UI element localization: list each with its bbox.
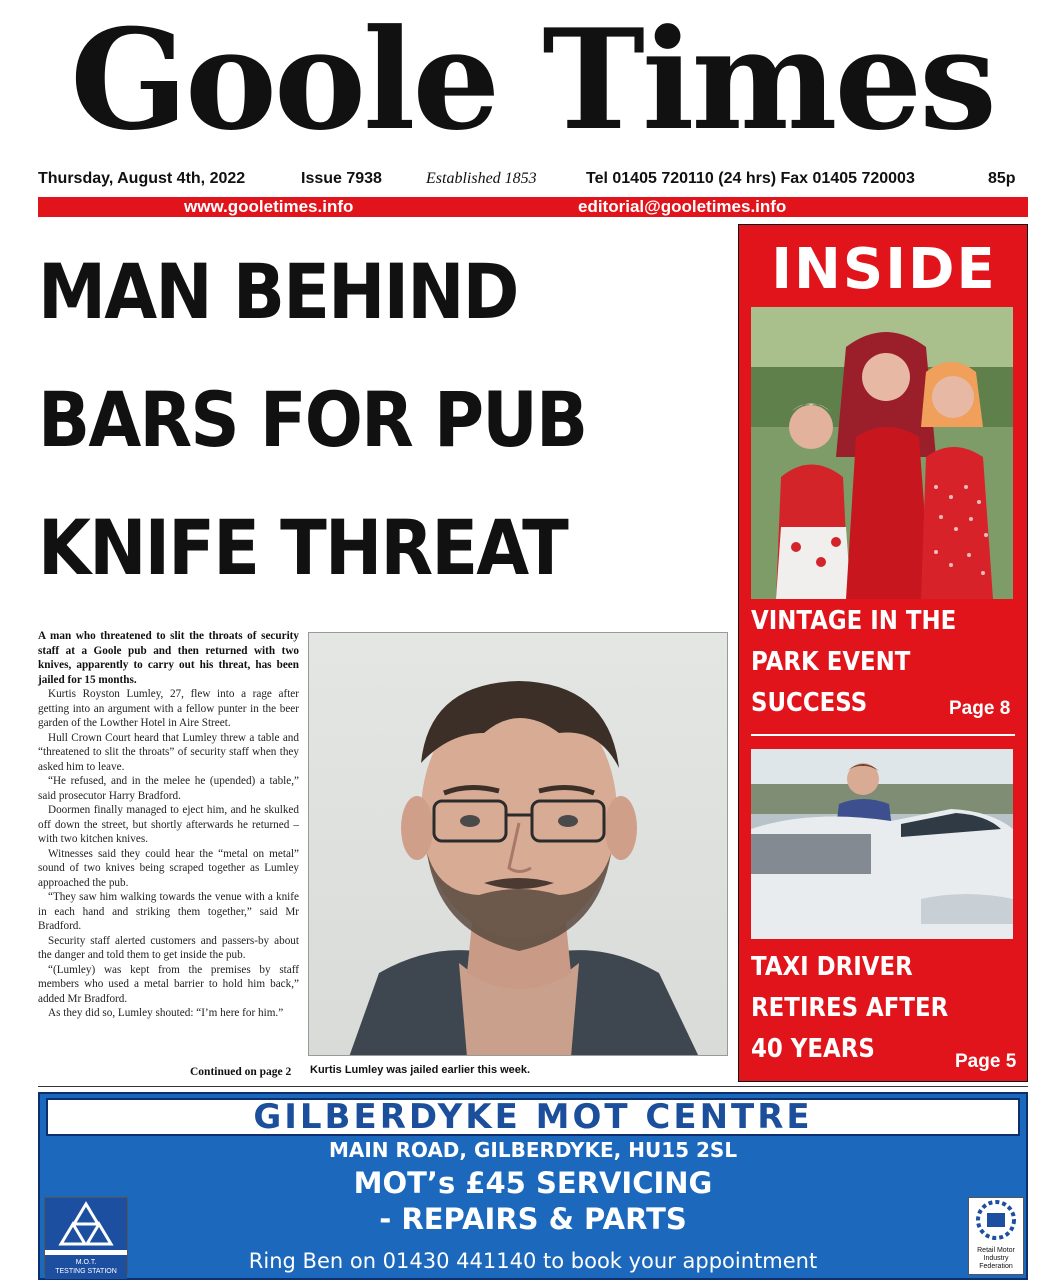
mugshot-illustration <box>309 633 728 1056</box>
inside-title: INSIDE <box>771 237 997 302</box>
continued-on-page[interactable]: Continued on page 2 <box>190 1066 292 1078</box>
story-paragraph: “(Lumley) was kept from the premises by staff members who used a metal barrier to hold him back,” added Mr Bradford. <box>38 963 299 1005</box>
advert-offer-line-2: - REPAIRS & PARTS <box>379 1202 687 1236</box>
headline-line: KNIFE THREAT <box>38 503 567 592</box>
inside-divider <box>751 734 1015 736</box>
vintage-page-ref[interactable]: Page 8 <box>949 698 1011 719</box>
rmi-federation-logo <box>968 1197 1024 1275</box>
teaser-line: 40 YEARS <box>751 1034 875 1064</box>
teaser-line: PARK EVENT <box>751 647 911 677</box>
taxi-driver-illustration <box>751 749 1013 939</box>
teaser-line: RETIRES AFTER <box>751 993 949 1023</box>
price: 85p <box>988 170 1016 187</box>
teaser-line: SUCCESS <box>751 688 868 718</box>
advert-business-name: GILBERDYKE MOT CENTRE <box>253 1097 813 1137</box>
contact-bar <box>38 197 1028 217</box>
advert-gilberdyke-mot[interactable] <box>38 1092 1028 1280</box>
inside-panel <box>738 224 1028 1082</box>
vintage-event-photo[interactable] <box>751 307 1013 599</box>
rmi-logo-line-3: Federation <box>979 1263 1013 1270</box>
masthead-title: Goole Times <box>70 0 994 161</box>
story-paragraph: Doormen finally managed to eject him, and he skulked off down the street, but shortly afterwards he returned – with two kitchen knives. <box>38 804 299 845</box>
advert-address: MAIN ROAD, GILBERDYKE, HU15 2SL <box>328 1138 738 1162</box>
rmi-emblem-icon <box>971 1198 1021 1242</box>
established: Established 1853 <box>426 170 537 187</box>
issue-date: Thursday, August 4th, 2022 <box>38 170 246 187</box>
advert-offer-line-1: MOT’s £45 SERVICING <box>353 1166 713 1200</box>
mot-logo-line-1: M.O.T. <box>75 1259 97 1266</box>
mot-logo-line-2: TESTING STATION <box>55 1268 117 1275</box>
bottom-rule <box>38 1086 1028 1087</box>
story-paragraph: “He refused, and in the melee he (upended) a table,” said prosecutor Harry Bradford. <box>38 775 299 802</box>
headline-line: BARS FOR PUB <box>38 375 587 464</box>
mot-testing-station-logo <box>44 1197 128 1275</box>
website-link[interactable]: www.gooletimes.info <box>184 197 354 216</box>
story-paragraph: Security staff alerted customers and passers-by about the danger and told them to get inside the pub. <box>38 934 299 961</box>
teaser-line: VINTAGE IN THE <box>751 606 957 636</box>
story-paragraph: “They saw him walking towards the venue with a knife in each hand and striking them together,” said Mr Bradford. <box>38 891 299 932</box>
issue-number: Issue 7938 <box>301 170 382 187</box>
advert-name-box <box>46 1098 1020 1136</box>
photo-caption: Kurtis Lumley was jailed earlier this week. <box>310 1064 531 1076</box>
story-paragraph: Witnesses said they could hear the “metal on metal” sound of two knives being scraped together as Lumley approached the pub. <box>38 847 299 889</box>
info-line <box>38 168 1028 192</box>
story-paragraph: Kurtis Royston Lumley, 27, flew into a rage after getting into an argument with a fellow punter in the beer garden of the Lowther Hotel in Aire Street. <box>38 688 299 729</box>
vintage-event-illustration <box>751 307 1013 599</box>
story-paragraph: As they did so, Lumley shouted: “I’m here for him.” <box>48 1007 284 1019</box>
telephone: Tel 01405 720110 (24 hrs) Fax 01405 720003 <box>586 170 915 187</box>
story-body <box>38 629 299 1021</box>
masthead <box>0 0 1064 160</box>
story-lead: A man who threatened to slit the throats of security staff at a Goole pub and then returned with two knives, apparently to carry out his threat, has been jailed for 15 months. <box>38 630 299 686</box>
advert-call-to-action[interactable]: Ring Ben on 01430 441140 to book your appointment <box>248 1249 818 1273</box>
mugshot-photo <box>308 632 728 1056</box>
teaser-line: TAXI DRIVER <box>751 952 913 982</box>
taxi-driver-photo[interactable] <box>751 749 1013 939</box>
headline-line: MAN BEHIND <box>38 247 518 336</box>
headline <box>38 228 738 612</box>
taxi-page-ref[interactable]: Page 5 <box>955 1051 1017 1072</box>
rmi-logo-line-1: Retail Motor <box>977 1247 1015 1254</box>
story-paragraph: Hull Crown Court heard that Lumley threw a table and “threatened to slit the throats” of security staff when they asked him to leave. <box>38 731 299 773</box>
rmi-logo-line-2: Industry <box>983 1255 1009 1262</box>
taxi-teaser-headline[interactable] <box>751 947 975 1070</box>
mot-triangles-icon <box>45 1198 127 1250</box>
email-link[interactable]: editorial@gooletimes.info <box>578 197 787 216</box>
